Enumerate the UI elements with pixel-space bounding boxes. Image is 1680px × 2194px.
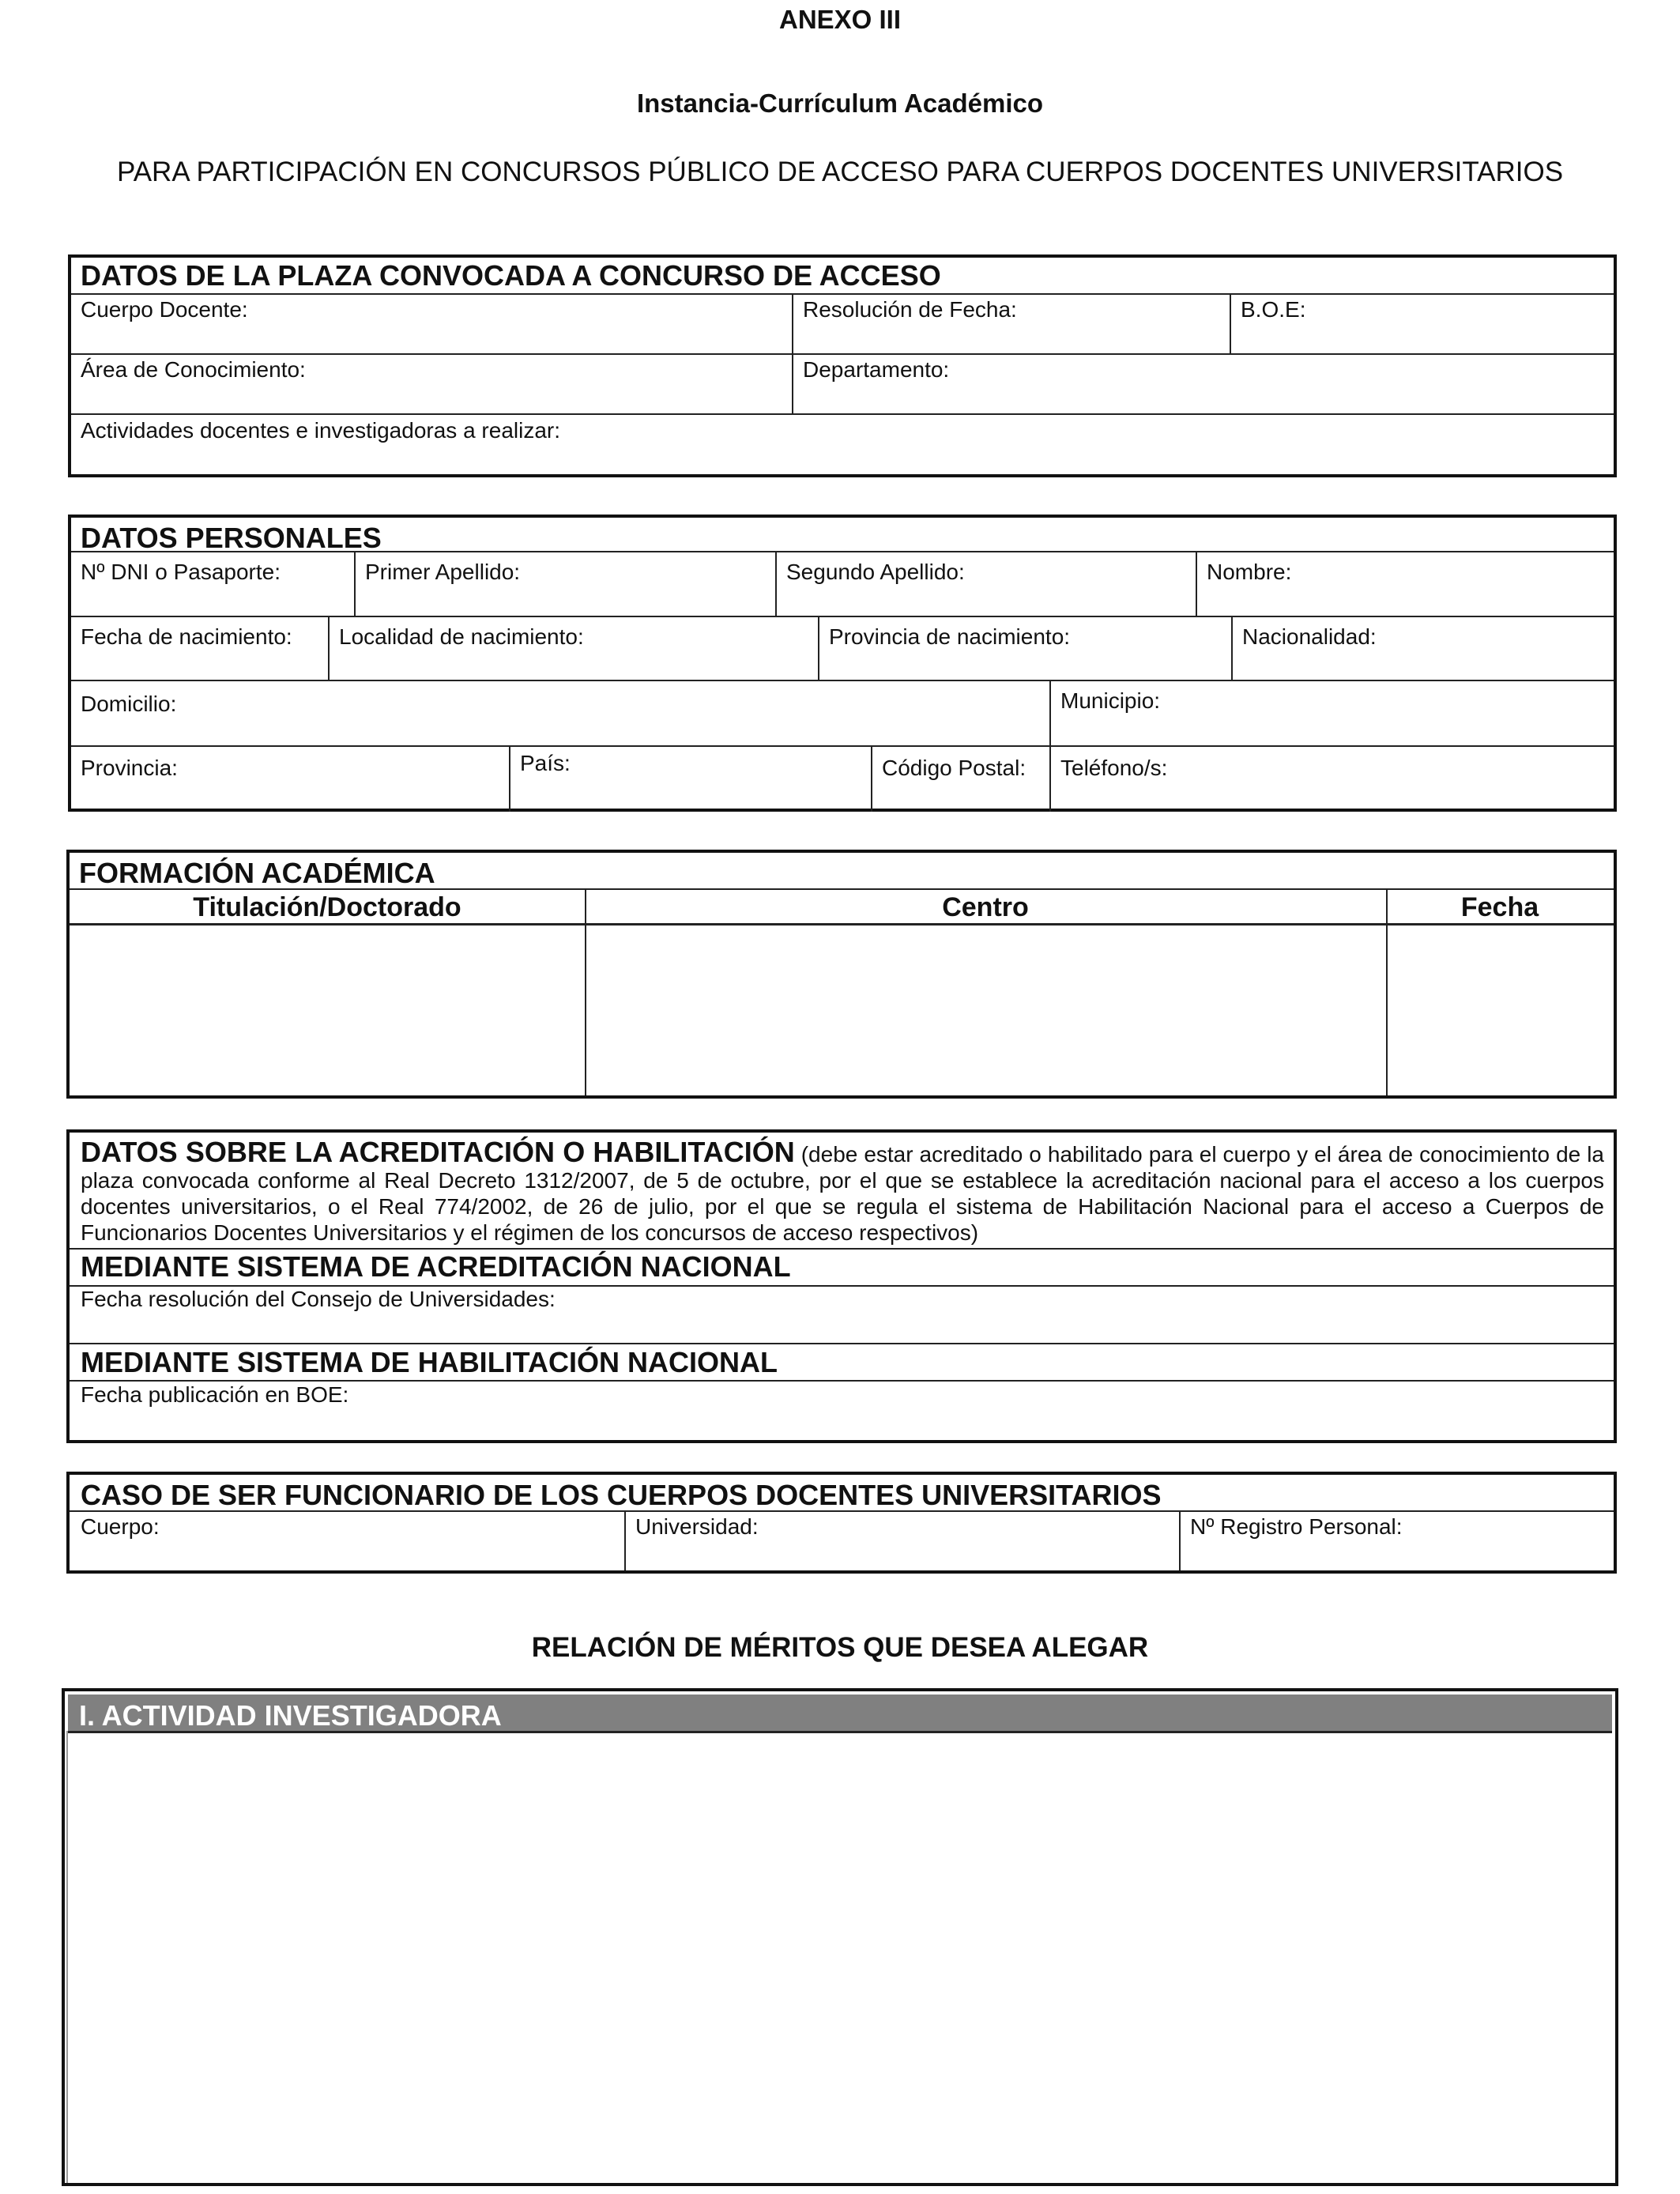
universidad-field[interactable]: Universidad: xyxy=(635,1514,759,1539)
divider xyxy=(775,551,777,616)
divider xyxy=(70,923,1614,925)
acreditacion-section xyxy=(66,1129,1617,1443)
divider xyxy=(1049,680,1051,745)
divider xyxy=(70,1343,1614,1344)
personales-section-title: DATOS PERSONALES xyxy=(81,522,382,554)
divider xyxy=(71,745,1614,747)
divider xyxy=(71,413,1614,415)
telefono-field[interactable]: Teléfono/s: xyxy=(1060,756,1168,780)
segundo-apellido-field[interactable]: Segundo Apellido: xyxy=(786,560,965,584)
formacion-section-title: FORMACIÓN ACADÉMICA xyxy=(79,857,435,889)
divider xyxy=(71,293,1614,295)
divider xyxy=(1231,616,1233,680)
divider xyxy=(871,745,872,812)
habilitacion-nacional-title: MEDIANTE SISTEMA DE HABILITACIÓN NACIONAL xyxy=(81,1346,778,1378)
localidad-nacimiento-field[interactable]: Localidad de nacimiento: xyxy=(339,624,584,649)
area-conocimiento-field[interactable]: Área de Conocimiento: xyxy=(81,357,306,382)
departamento-field[interactable]: Departamento: xyxy=(803,357,950,382)
column-header-fecha: Fecha xyxy=(1460,892,1539,922)
merits-heading: RELACIÓN DE MÉRITOS QUE DESEA ALEGAR xyxy=(531,1632,1149,1663)
boe-field[interactable]: B.O.E: xyxy=(1241,297,1306,322)
divider xyxy=(71,551,1614,552)
divider xyxy=(792,293,793,413)
divider xyxy=(354,551,356,616)
pais-field[interactable]: País: xyxy=(520,751,571,775)
codigo-postal-field[interactable]: Código Postal: xyxy=(882,756,1026,780)
acreditacion-description xyxy=(81,1136,1605,1246)
formacion-section xyxy=(66,850,1617,1099)
dni-field[interactable]: Nº DNI o Pasaporte: xyxy=(81,560,281,584)
divider xyxy=(70,1380,1614,1382)
form-subtitle: PARA PARTICIPACIÓN EN CONCURSOS PÚBLICO DE ACCESO PARA CUERPOS DOCENTES UNIVERSITARIOS xyxy=(116,156,1564,187)
funcionario-section xyxy=(66,1472,1617,1574)
acreditacion-note: (debe estar acreditado o habilitado para el cuerpo y el área de conocimiento de la plaza convocada conforme al Real Decreto 1312/2007, de 5 de octubre, por el que se establece la acreditación nacional para el acceso a los cuerpos docentes universitarios, o el Real 774/2002, de 26 de julio, por el que se regula el sistema de Habilitación Nacional para el acceso a Cuerpos de Funcionarios Docentes Universitarios y el régimen de los concursos de acceso respectivos) xyxy=(81,1142,1605,1245)
provincia-field[interactable]: Provincia: xyxy=(81,756,178,780)
nombre-field[interactable]: Nombre: xyxy=(1207,560,1292,584)
fecha-nacimiento-field[interactable]: Fecha de nacimiento: xyxy=(81,624,292,649)
annex-title: ANEXO III xyxy=(778,5,902,34)
municipio-field[interactable]: Municipio: xyxy=(1060,688,1161,713)
personales-section xyxy=(68,515,1617,812)
provincia-nacimiento-field[interactable]: Provincia de nacimiento: xyxy=(829,624,1071,649)
divider xyxy=(70,1510,1614,1512)
plaza-section-title: DATOS DE LA PLAZA CONVOCADA A CONCURSO DE ACCESO xyxy=(81,259,941,292)
column-header-titulacion: Titulación/Doctorado xyxy=(193,892,461,922)
divider xyxy=(71,353,1614,355)
divider xyxy=(70,888,1614,890)
actividad-investigadora-header xyxy=(68,1695,1612,1733)
column-header-centro: Centro xyxy=(942,892,1029,922)
resolucion-fecha-field[interactable]: Resolución de Fecha: xyxy=(803,297,1017,322)
cuerpo-docente-field[interactable]: Cuerpo Docente: xyxy=(81,297,248,322)
divider xyxy=(71,680,1614,681)
plaza-section xyxy=(68,254,1617,477)
registro-personal-field[interactable]: Nº Registro Personal: xyxy=(1190,1514,1403,1539)
primer-apellido-field[interactable]: Primer Apellido: xyxy=(365,560,521,584)
divider xyxy=(1179,1510,1181,1570)
fecha-publicacion-field[interactable]: Fecha publicación en BOE: xyxy=(81,1382,349,1407)
divider xyxy=(71,616,1614,617)
divider xyxy=(1196,551,1197,616)
nacionalidad-field[interactable]: Nacionalidad: xyxy=(1242,624,1377,649)
fecha-resolucion-field[interactable]: Fecha resolución del Consejo de Universidades: xyxy=(81,1287,556,1311)
domicilio-field[interactable]: Domicilio: xyxy=(81,692,177,716)
divider xyxy=(1049,745,1051,812)
actividades-field[interactable]: Actividades docentes e investigadoras a realizar: xyxy=(81,418,561,443)
divider xyxy=(70,1248,1614,1250)
funcionario-section-title: CASO DE SER FUNCIONARIO DE LOS CUERPOS DOCENTES UNIVERSITARIOS xyxy=(81,1479,1162,1511)
divider xyxy=(66,1731,68,2183)
actividad-investigadora-section xyxy=(62,1688,1618,2186)
divider xyxy=(328,616,330,680)
divider xyxy=(624,1510,626,1570)
divider xyxy=(509,745,510,812)
acreditacion-nacional-title: MEDIANTE SISTEMA DE ACREDITACIÓN NACIONAL xyxy=(81,1250,791,1283)
actividad-investigadora-title: I. ACTIVIDAD INVESTIGADORA xyxy=(79,1699,502,1732)
divider xyxy=(1230,293,1231,353)
acreditacion-section-title: DATOS SOBRE LA ACREDITACIÓN O HABILITACIÓN xyxy=(81,1136,795,1168)
form-title: Instancia-Currículum Académico xyxy=(636,89,1044,118)
divider xyxy=(818,616,819,680)
cuerpo-field[interactable]: Cuerpo: xyxy=(81,1514,160,1539)
